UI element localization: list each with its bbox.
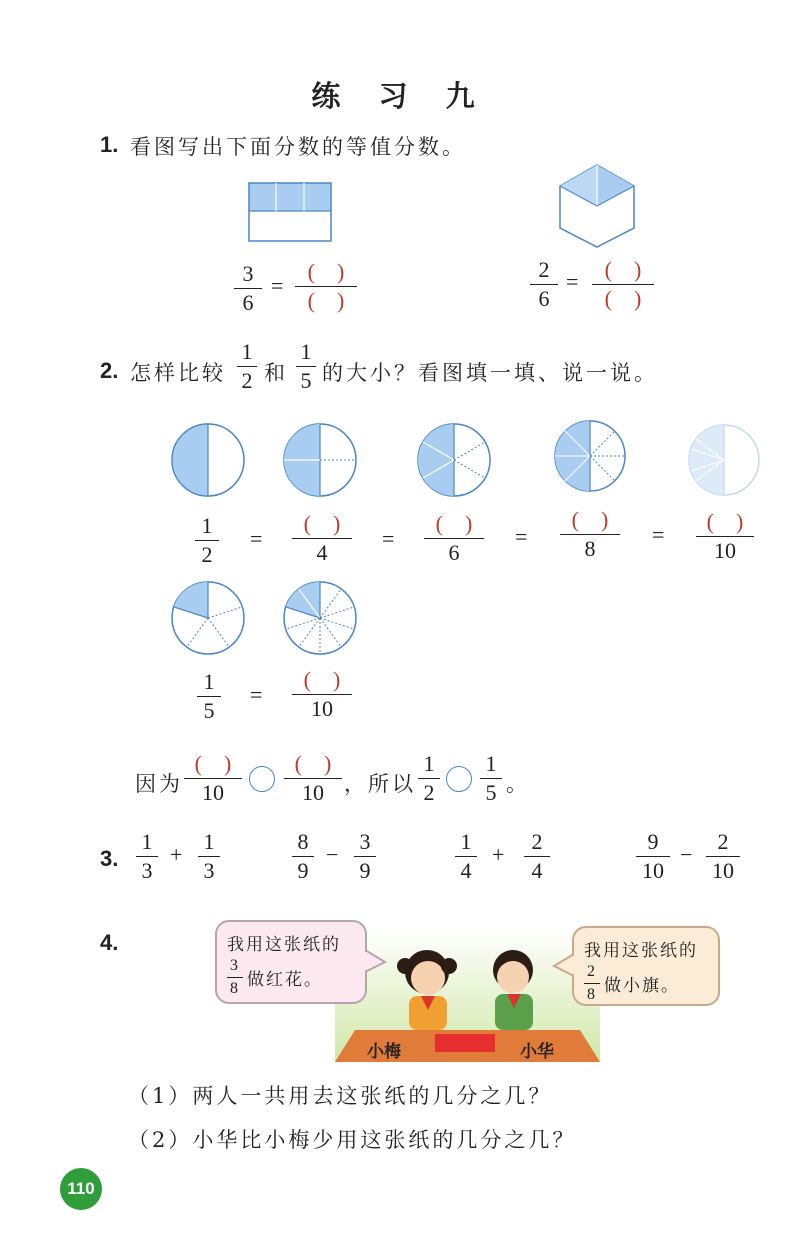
q1-number: 1. (100, 132, 119, 157)
equals-sign: = (250, 682, 263, 707)
bubble-right-line1: 我用这张纸的 (584, 941, 698, 961)
bubble-left-tail (365, 948, 387, 974)
q1-right-fraction: 2 6 (530, 258, 558, 311)
q1-left-fraction: 3 6 (234, 262, 262, 315)
q1-instruction: 看图写出下面分数的等值分数。 (130, 135, 466, 159)
q3-expr1-operator: + (170, 842, 183, 867)
q2-because-text: 因为 (135, 772, 183, 796)
bubble-left-after: 做红花。 (247, 970, 323, 990)
q1-rectangle-figure (248, 182, 332, 242)
q3-number: 3. (100, 846, 119, 871)
speech-bubble-xiaohua (572, 926, 720, 1006)
q3-expr4-operator: − (680, 842, 693, 867)
q2-because-blank-1[interactable]: ( ) 10 (184, 752, 242, 805)
q2-fraction-half: 1 2 (237, 340, 257, 393)
bubble-left-fraction: $\frac{3}{8}$ (227, 957, 243, 998)
q2-row1-first-fraction: 1 2 (195, 514, 219, 567)
q2-text-b: 和 (264, 361, 288, 385)
q2-period: 。 (506, 772, 530, 796)
q3-expr4-a: 9 10 (636, 830, 670, 883)
q2-number: 2. (100, 358, 119, 383)
q2-halves-circles (168, 420, 768, 500)
equals-sign: = (652, 522, 665, 547)
q2-because-fifth: 1 5 (480, 752, 502, 805)
q2-row2-first-fraction: 1 5 (197, 670, 221, 723)
q3-expr4-b: 2 10 (706, 830, 740, 883)
compare-circle-1[interactable] (249, 766, 275, 792)
page-number-badge: 110 (60, 1168, 102, 1210)
q2-fifths-circles (166, 578, 366, 658)
bubble-right-tail (552, 952, 574, 978)
compare-circle-2[interactable] (446, 766, 472, 792)
equals-sign: = (382, 526, 395, 551)
q2-because-blank-2[interactable]: ( ) 10 (284, 752, 342, 805)
q4-number: 4. (100, 930, 119, 955)
q2-fraction-fifth: 1 5 (296, 340, 316, 393)
q3-expr3-b: 2 4 (524, 830, 550, 883)
name-xiaomei: 小梅 (367, 1042, 401, 1062)
equals-sign: = (566, 269, 579, 294)
exercise-title: 练 习 九 (311, 79, 489, 113)
q2-row2-blank-10[interactable]: ( ) 10 (292, 668, 352, 721)
q2-text-c: 的大小？看图填一填、说一说。 (322, 361, 658, 385)
q2-row1-blank-10[interactable]: ( ) 10 (696, 510, 754, 563)
bubble-left-line1: 我用这张纸的 (227, 935, 341, 955)
q4-subquestion-1: （1）两人一共用去这张纸的几分之几？ (128, 1084, 553, 1108)
name-xiaohua: 小华 (520, 1042, 554, 1062)
q3-expr3-operator: + (492, 842, 505, 867)
q3-expr2-a: 8 9 (292, 830, 314, 883)
q3-expr3-a: 1 4 (455, 830, 477, 883)
q3-expr2-b: 3 9 (354, 830, 376, 883)
q2-row1-blank-8[interactable]: ( ) 8 (560, 508, 620, 561)
q3-expr1-b: 1 3 (198, 830, 220, 883)
bubble-right-after: 做小旗。 (604, 976, 680, 996)
q3-expr2-operator: − (326, 842, 339, 867)
q2-row1-blank-6[interactable]: ( ) 6 (424, 512, 484, 565)
bubble-right-fraction: $\frac{2}{8}$ (584, 963, 600, 1004)
q4-subquestion-2: （2）小华比小梅少用这张纸的几分之几？ (128, 1128, 577, 1152)
equals-sign: = (250, 526, 263, 551)
q1-right-answer-blank[interactable]: ( ) ( ) (592, 258, 654, 311)
q1-left-answer-blank[interactable]: ( ) ( ) (295, 260, 357, 313)
q2-so-text: ，所以 (344, 772, 416, 796)
q2-row1-blank-4[interactable]: ( ) 4 (292, 512, 352, 565)
equals-sign: = (271, 273, 284, 298)
q2-text-a: 怎样比较 (130, 361, 226, 385)
speech-bubble-xiaomei (215, 920, 367, 1004)
q2-because-half: 1 2 (418, 752, 440, 805)
q1-hexagon-figure (557, 163, 637, 249)
q3-expr1-a: 1 3 (136, 830, 158, 883)
equals-sign: = (515, 524, 528, 549)
